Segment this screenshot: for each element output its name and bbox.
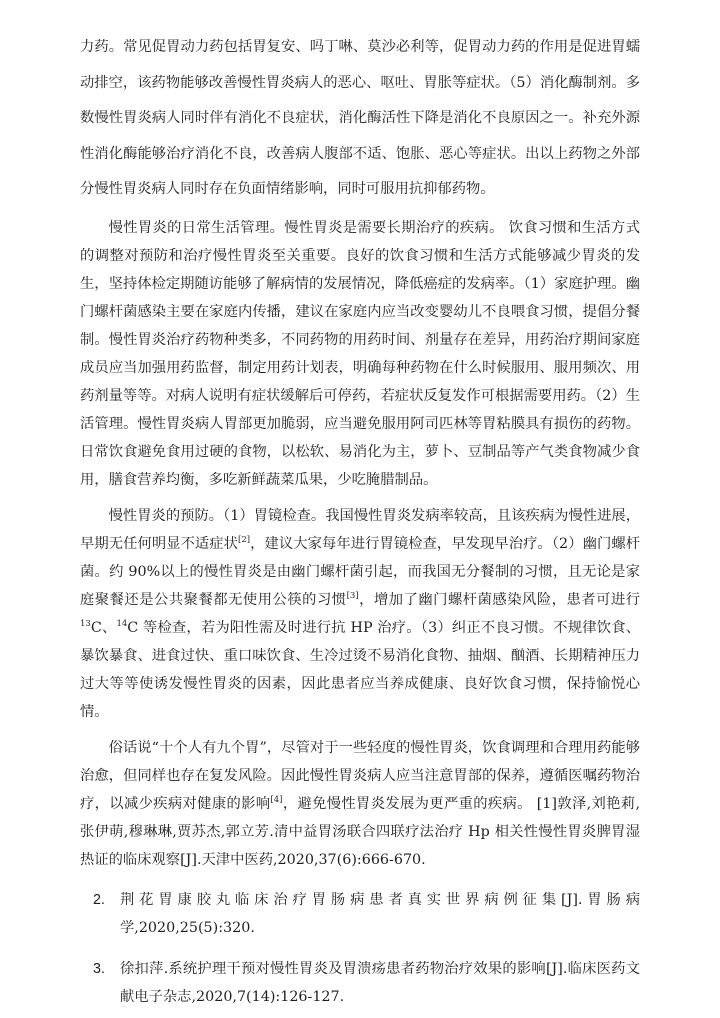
reference-list (80, 886, 640, 1011)
paragraph-conclusion (80, 734, 640, 874)
paragraph-text: 俗话说“十个人有九个胃”，尽管对于一些轻度的慢性胃炎，饮食调理和合理用药能够治愈，但同样也存在复发风险。因此慢性胃炎病人应当注意胃部的保养，遵循医嘱药物治疗，以减少疾病对健康的影响 (80, 739, 640, 812)
paragraph-text: C、 (90, 619, 117, 636)
citation-mark: [2] (238, 534, 251, 545)
paragraph-text: ，避免慢性胃炎发展为更严重的疾病。 [1]敦泽,刘艳莉,张伊萌,穆琳琳,贾苏杰,郭立芳.清中益胃汤联合四联疗法治疗 Hp 相关性慢性胃炎脾胃湿热证的临床观察[J].天津中医药,2020,37(6):666-670. (80, 795, 640, 868)
citation-mark: [3] (346, 590, 359, 601)
paragraph-text: ，建议大家每年进行胃镜检查，早发现早治疗。（2）幽门螺杆菌。约 90%以上的慢性胃炎是由幽门螺杆菌引起，而我国无分餐制的习惯，且无论是家庭聚餐还是公共聚餐都无使用公筷的习惯 (80, 535, 640, 608)
isotope-mass-number: 13 (80, 618, 91, 629)
paragraph-daily-management (80, 214, 640, 494)
paragraph-text: C 等检查，若为阳性需及时进行抗 HP 治疗。（3）纠正不良习惯。不规律饮食、暴饮暴食、进食过快、重口味饮食、生冷过烫不易消化食物、抽烟、酗酒、长期精神压力过大等等使诱发慢性胃炎的因素，因此患者应当养成健康、良好饮食习惯，保持愉悦心情。 (80, 619, 640, 720)
paragraph-drug-therapy-continuation (80, 30, 640, 208)
paragraph-text: 力药。常见促胃动力药包括胃复安、吗丁啉、莫沙必利等，促胃动力药的作用是促进胃蠕动排空，该药物能够改善慢性胃炎病人的恶心、呕吐、胃胀等症状。（5）消化酶制剂。多数慢性胃炎病人同时伴有消化不良症状，消化酶活性下降是消化不良原因之一。补充外源性消化酶能够治疗消化不良，改善病人腹部不适、饱胀、恶心等症状。出以上药物之外部分慢性胃炎病人同时存在负面情绪影响，同时可服用抗抑郁药物。 (80, 39, 640, 197)
paragraph-text: 慢性胃炎的日常生活管理。慢性胃炎是需要长期治疗的疾病。 饮食习惯和生活方式的调整对预防和治疗慢性胃炎至关重要。良好的饮食习惯和生活方式能够减少胃炎的发生，坚持体检定期随访能够了解病情的发展情况，降低癌症的发病率。（1）家庭护理。幽门螺杆菌感染主要在家庭内传播，建议在家庭内应当改变婴幼儿不良喂食习惯，提倡分餐制。慢性胃炎治疗药物种类多，不同药物的用药时间、剂量存在差异，用药治疗期间家庭成员应当加强用药监督，制定用药计划表，明确每种药物在什么时候服用、服用频次、用药剂量等等。对病人说明有症状缓解后可停药，若症状反复发作可根据需要用药。（2）生活管理。慢性胃炎病人胃部更加脆弱，应当避免服用阿司匹林等胃粘膜具有损伤的药物。日常饮食避免食用过硬的食物，以松软、易消化为主，萝卜、豆制品等产气类食物减少食用，膳食营养均衡，多吃新鲜蔬菜瓜果，少吃腌腊制品。 (80, 219, 640, 488)
paragraph-prevention (80, 502, 640, 726)
reference-item (80, 886, 640, 942)
article-body (80, 30, 640, 1018)
paragraph-text: 慢性胃炎的预防。（1）胃镜检查。我国慢性胃炎发病率较高，且该疾病为慢性进展，早期无任何明显不适症状 (80, 507, 640, 552)
reference-number: 2. (93, 891, 105, 908)
paragraph-text: ，增加了幽门螺杆菌感染风险，患者可进行 (358, 591, 641, 608)
citation-mark: [4] (270, 794, 283, 805)
reference-text: 荆花胃康胶丸临床治疗胃肠病患者真实世界病例征集[J].胃肠病学,2020,25(5):320. (120, 891, 640, 936)
reference-item (80, 955, 640, 1011)
reference-text: 徐扣萍.系统护理干预对慢性胃炎及胃溃疡患者药物治疗效果的影响[J].临床医药文献电子杂志,2020,7(14):126-127. (120, 960, 640, 1005)
reference-number: 3. (93, 960, 105, 977)
isotope-mass-number: 14 (116, 618, 128, 629)
